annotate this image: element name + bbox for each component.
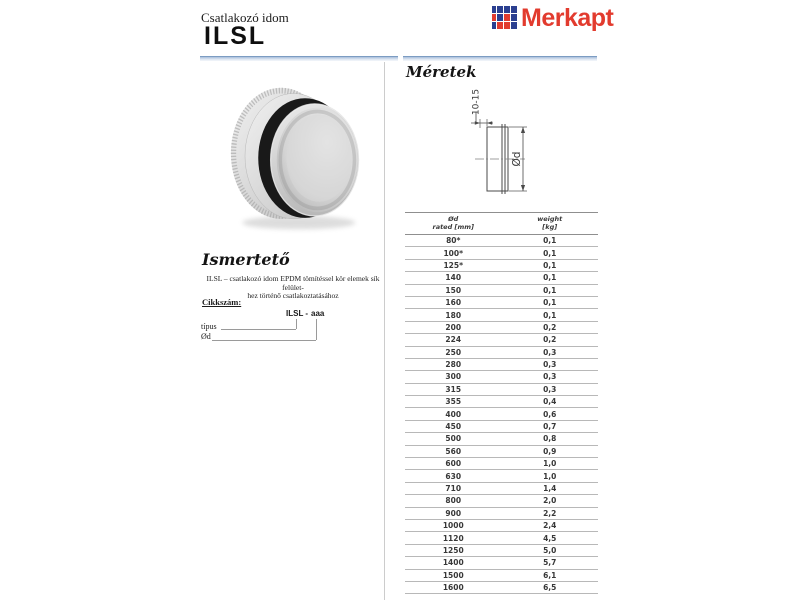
cell-weight: 4,5 <box>502 532 599 544</box>
table-row <box>405 383 598 395</box>
cell-weight: 1,0 <box>502 470 599 482</box>
cell-diameter: 315 <box>405 383 502 395</box>
cell-diameter: 800 <box>405 495 502 507</box>
cell-diameter: 500 <box>405 433 502 445</box>
callout-tick-type <box>296 319 297 329</box>
cell-diameter: 80* <box>405 235 502 247</box>
col-header-weight-line1: weight <box>537 215 563 223</box>
col-header-weight-line2: [kg] <box>542 223 558 231</box>
cell-diameter: 200 <box>405 321 502 333</box>
section-title-description: Ismertető <box>202 250 290 269</box>
table-row <box>405 581 598 593</box>
table-row <box>405 420 598 432</box>
cell-diameter: 1500 <box>405 569 502 581</box>
table-row <box>405 396 598 408</box>
cell-weight: 0,3 <box>502 346 599 358</box>
product-photo <box>230 83 380 235</box>
technical-drawing <box>445 80 575 210</box>
table-row <box>405 569 598 581</box>
article-code-suffix: aaa <box>311 309 325 318</box>
cell-weight: 0,1 <box>502 284 599 296</box>
cell-diameter: 1000 <box>405 519 502 531</box>
table-row <box>405 334 598 346</box>
table-row <box>405 507 598 519</box>
article-code-prefix: ILSL - <box>286 309 309 318</box>
table-row <box>405 544 598 556</box>
col-header-diameter <box>405 213 502 235</box>
cell-weight: 0,8 <box>502 433 599 445</box>
cell-diameter: 355 <box>405 396 502 408</box>
cell-weight: 0,6 <box>502 408 599 420</box>
cell-weight: 6,5 <box>502 581 599 593</box>
cell-diameter: 900 <box>405 507 502 519</box>
cell-weight: 0,1 <box>502 296 599 308</box>
cell-diameter: 250 <box>405 346 502 358</box>
header-rule-right <box>403 56 597 61</box>
cell-diameter: 400 <box>405 408 502 420</box>
cell-weight: 0,1 <box>502 259 599 271</box>
table-row <box>405 247 598 259</box>
cell-diameter: 1600 <box>405 581 502 593</box>
cell-diameter: 300 <box>405 371 502 383</box>
cell-diameter: 600 <box>405 458 502 470</box>
cell-weight: 2,2 <box>502 507 599 519</box>
table-row <box>405 445 598 457</box>
section-title-dimensions: Méretek <box>406 63 477 81</box>
cell-weight: 0,9 <box>502 445 599 457</box>
cell-weight: 5,0 <box>502 544 599 556</box>
dimension-table-header <box>405 213 598 235</box>
logo-mosaic-icon <box>492 6 518 31</box>
cell-diameter: 150 <box>405 284 502 296</box>
dim-diameter-label: Ød <box>511 151 523 167</box>
cell-weight: 0,3 <box>502 371 599 383</box>
cell-weight: 0,1 <box>502 235 599 247</box>
column-divider <box>384 62 385 600</box>
cell-weight: 0,3 <box>502 358 599 370</box>
dim-depth-label: 10-15 <box>471 88 482 116</box>
cell-weight: 2,0 <box>502 495 599 507</box>
callout-line-diameter <box>212 340 316 341</box>
cell-weight: 1,4 <box>502 482 599 494</box>
table-row <box>405 272 598 284</box>
callout-line-type <box>221 329 296 330</box>
cell-diameter: 1400 <box>405 557 502 569</box>
cell-diameter: 100* <box>405 247 502 259</box>
cell-weight: 0,1 <box>502 272 599 284</box>
cell-weight: 0,2 <box>502 321 599 333</box>
cell-diameter: 280 <box>405 358 502 370</box>
cell-weight: 0,4 <box>502 396 599 408</box>
description-line-1: ILSL – csatlakozó idom EPDM tömítéssel kör elemek sík felület- <box>206 274 380 292</box>
cell-weight: 0,1 <box>502 309 599 321</box>
cell-weight: 0,3 <box>502 383 599 395</box>
cell-weight: 0,1 <box>502 247 599 259</box>
callout-tick-diameter <box>316 319 317 340</box>
description-line-2: hez történő csatlakoztatásához <box>247 291 339 300</box>
size-table-body <box>405 235 598 594</box>
table-row <box>405 458 598 470</box>
table-row <box>405 532 598 544</box>
logo-wordmark: Merkapt <box>521 4 614 32</box>
table-row <box>405 284 598 296</box>
cell-diameter: 1250 <box>405 544 502 556</box>
cell-weight: 5,7 <box>502 557 599 569</box>
cell-diameter: 560 <box>405 445 502 457</box>
table-row <box>405 371 598 383</box>
table-row <box>405 235 598 247</box>
table-row <box>405 470 598 482</box>
table-row <box>405 321 598 333</box>
table-row <box>405 259 598 271</box>
cell-diameter: 125* <box>405 259 502 271</box>
cell-diameter: 224 <box>405 334 502 346</box>
product-title: ILSL <box>204 22 267 50</box>
col-header-weight <box>502 213 599 235</box>
table-row <box>405 557 598 569</box>
table-row <box>405 433 598 445</box>
table-row <box>405 519 598 531</box>
article-param-diameter-label: Ød <box>201 332 211 341</box>
cell-diameter: 140 <box>405 272 502 284</box>
table-row <box>405 482 598 494</box>
table-row <box>405 495 598 507</box>
table-row <box>405 346 598 358</box>
col-header-diameter-line1: Ød <box>448 215 459 223</box>
table-row <box>405 408 598 420</box>
company-logo <box>492 6 613 31</box>
table-row <box>405 309 598 321</box>
header-rule-left <box>200 56 398 61</box>
col-header-diameter-line2: rated [mm] <box>432 223 474 231</box>
cell-weight: 2,4 <box>502 519 599 531</box>
cell-weight: 0,2 <box>502 334 599 346</box>
cell-weight: 6,1 <box>502 569 599 581</box>
cell-diameter: 450 <box>405 420 502 432</box>
product-category: Csatlakozó idom <box>201 10 289 25</box>
cell-diameter: 180 <box>405 309 502 321</box>
cell-weight: 1,0 <box>502 458 599 470</box>
dimension-table <box>405 212 598 594</box>
cell-diameter: 1120 <box>405 532 502 544</box>
cell-diameter: 630 <box>405 470 502 482</box>
article-param-type-label: típus <box>201 322 217 331</box>
cell-diameter: 710 <box>405 482 502 494</box>
cell-weight: 0,7 <box>502 420 599 432</box>
article-number-label: Cikkszám: <box>202 297 242 307</box>
cell-diameter: 160 <box>405 296 502 308</box>
table-row <box>405 358 598 370</box>
table-row <box>405 296 598 308</box>
